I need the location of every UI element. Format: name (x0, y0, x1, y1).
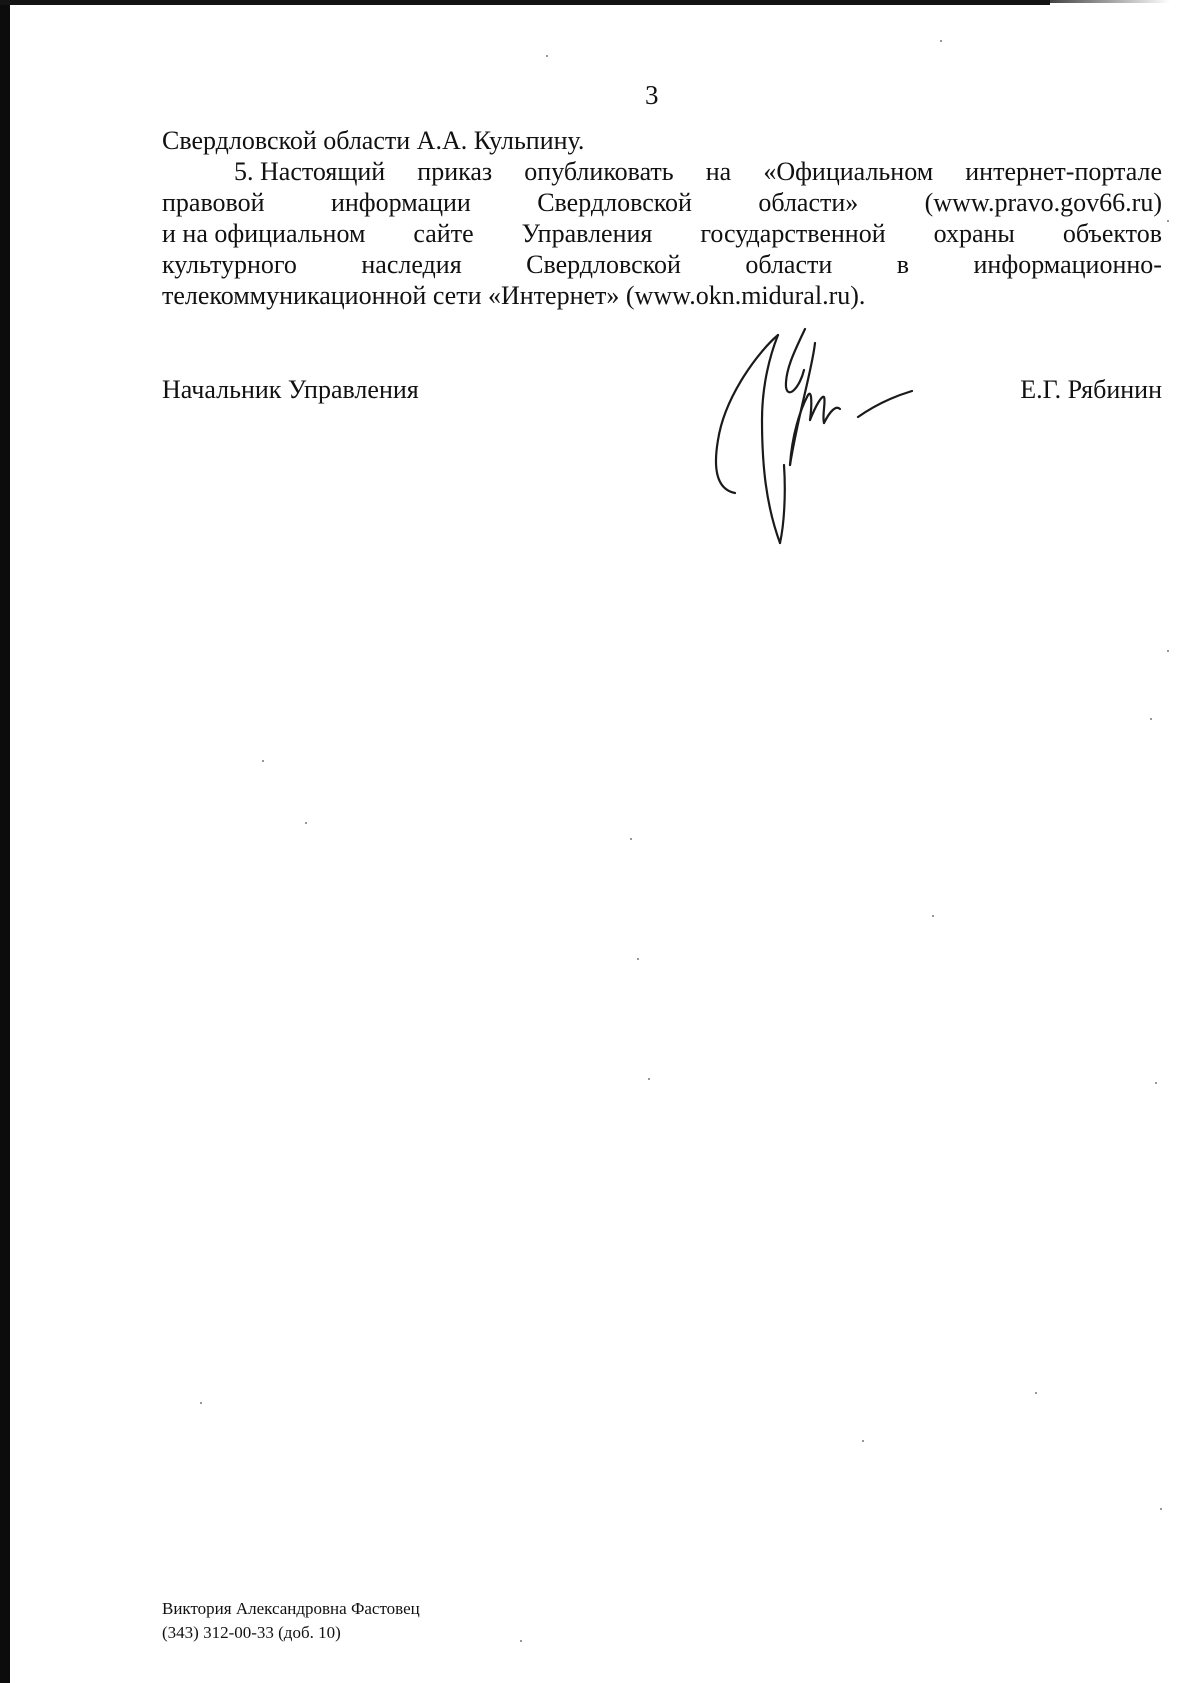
scan-speck (630, 838, 632, 840)
paragraph-5-line-1 (162, 156, 1162, 187)
scan-speck (1035, 1392, 1037, 1394)
executor-phone: (343) 312-00-33 (доб. 10) (162, 1623, 341, 1642)
word: культурного (162, 250, 297, 279)
word: области (745, 250, 833, 279)
scan-speck (1167, 220, 1169, 222)
scan-speck (520, 1640, 522, 1642)
scan-speck (546, 55, 548, 57)
scan-speck (862, 1440, 864, 1442)
scan-speck (648, 1078, 650, 1080)
word: и на официальном (162, 219, 366, 248)
scan-speck (1160, 1508, 1162, 1510)
executor-info (162, 1597, 420, 1645)
word: Управления (521, 219, 653, 248)
word: опубликовать (524, 157, 674, 186)
scan-speck (305, 822, 307, 824)
scan-speck (1150, 718, 1152, 720)
scan-speck (262, 760, 264, 762)
paragraph-5-line-4 (162, 249, 1162, 280)
word: охраны (933, 219, 1015, 248)
scan-edge-left (0, 0, 10, 1683)
scan-speck (1155, 1082, 1157, 1084)
word: на (705, 157, 732, 186)
paragraph-5-line-3 (162, 218, 1162, 249)
word: «Официальном (763, 157, 934, 186)
word: информационно- (973, 250, 1162, 279)
document-body (162, 125, 1162, 311)
word: области» (758, 188, 859, 217)
word: сайте (413, 219, 474, 248)
word: приказ (417, 157, 493, 186)
scan-speck (932, 915, 934, 917)
word: (www.pravo.gov66.ru) (924, 188, 1162, 217)
word: интернет-портале (965, 157, 1162, 186)
signer-title: Начальник Управления (162, 375, 419, 404)
word: в (896, 250, 910, 279)
word: государственной (700, 219, 886, 248)
page-number: 3 (645, 80, 659, 110)
scan-speck (637, 958, 639, 960)
scan-speck (1167, 650, 1169, 652)
scan-edge-top (0, 0, 1050, 5)
body-line-1: Свердловской области А.А. Кульпину. (162, 126, 585, 155)
word: информации (330, 188, 471, 217)
word: 5. Настоящий (234, 157, 386, 186)
word: Свердловской (537, 188, 692, 217)
word: правовой (162, 188, 265, 217)
executor-name: Виктория Александровна Фастовец (162, 1599, 420, 1618)
signer-name: Е.Г. Рябинин (1020, 375, 1162, 404)
paragraph-5-line-5: телекоммуникационной сети «Интернет» (www.okn.midural.ru). (162, 281, 866, 310)
word: наследия (361, 250, 462, 279)
scan-speck (200, 1402, 202, 1404)
paragraph-5-line-2 (162, 187, 1162, 218)
word: объектов (1062, 219, 1162, 248)
scan-speck (940, 40, 942, 42)
handwritten-signature (700, 325, 940, 555)
word: Свердловской (526, 250, 681, 279)
scan-edge-top-fade (1050, 0, 1170, 3)
